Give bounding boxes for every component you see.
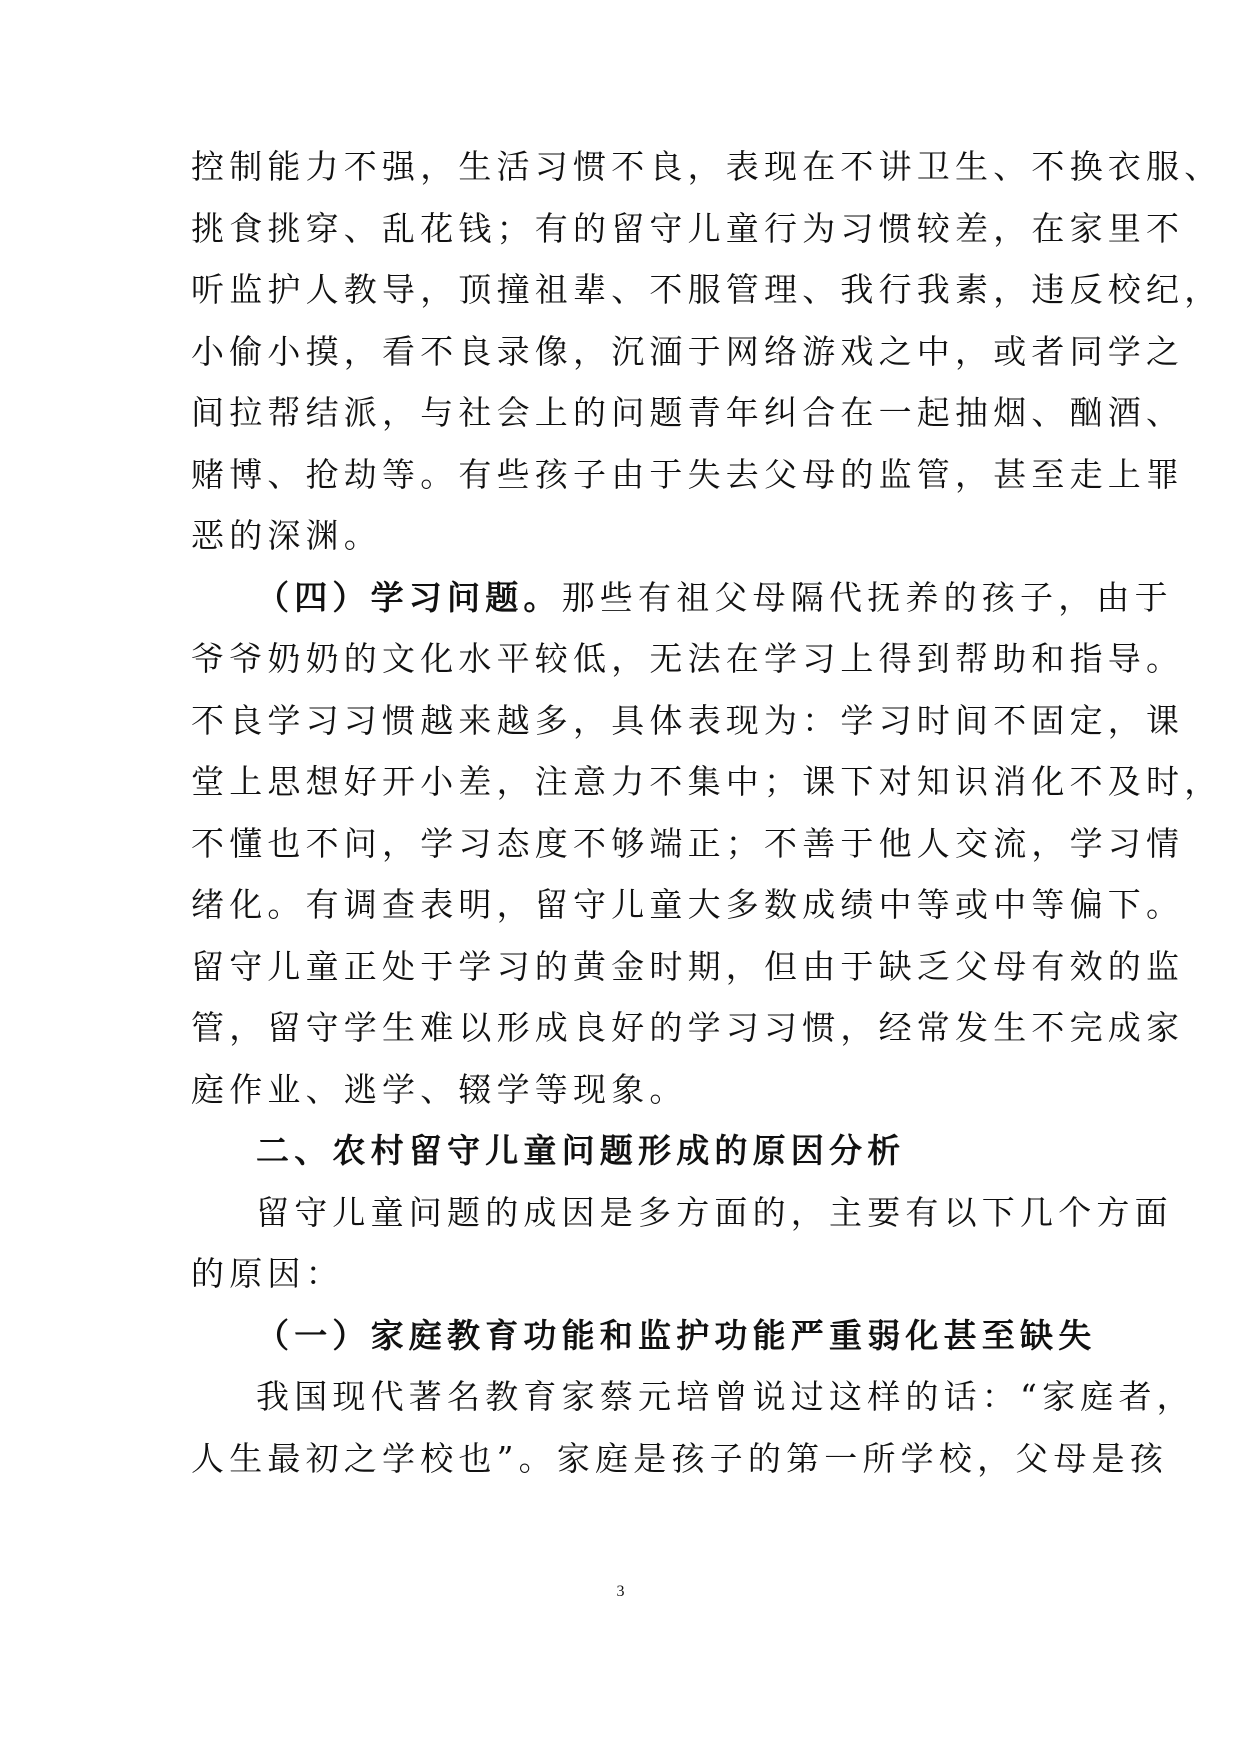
text-line: 我国现代著名教育家蔡元培曾说过这样的话：“家庭者， <box>256 1377 1195 1416</box>
text-line: 赌博、抢劫等。有些孩子由于失去父母的监管，甚至走上罪 <box>191 455 1185 494</box>
subsection-1-heading: （一）家庭教育功能和监护功能严重弱化甚至缺失 <box>256 1316 1097 1355</box>
text-line: 不懂也不问，学习态度不够端正；不善于他人交流，学习情 <box>191 824 1185 863</box>
text-line: 挑食挑穿、乱花钱；有的留守儿童行为习惯较差，在家里不 <box>191 209 1185 248</box>
section-4-lead: 那些有祖父母隔代抚养的孩子，由于 <box>561 578 1173 617</box>
page-number: 3 <box>616 1583 625 1600</box>
section-4-first-line <box>256 568 1173 628</box>
text-line: 恶的深渊。 <box>191 516 382 555</box>
part-2-heading: 二、农村留守儿童问题形成的原因分析 <box>256 1131 906 1170</box>
part-2-intro-line: 的原因： <box>191 1254 344 1293</box>
text-line: 管，留守学生难以形成良好的学习习惯，经常发生不完成家 <box>191 1008 1185 1047</box>
text-line: 小偷小摸，看不良录像，沉湎于网络游戏之中，或者同学之 <box>191 332 1185 371</box>
text-line: 留守儿童正处于学习的黄金时期，但由于缺乏父母有效的监 <box>191 947 1185 986</box>
text-line: 爷爷奶奶的文化水平较低，无法在学习上得到帮助和指导。 <box>191 639 1185 678</box>
section-4-heading: （四）学习问题。 <box>256 578 562 617</box>
text-line: 不良学习习惯越来越多，具体表现为：学习时间不固定，课 <box>191 701 1185 740</box>
text-line: 庭作业、逃学、辍学等现象。 <box>191 1070 688 1109</box>
text-line: 人生最初之学校也”。家庭是孩子的第一所学校，父母是孩 <box>191 1439 1169 1478</box>
text-line: 堂上思想好开小差，注意力不集中；课下对知识消化不及时， <box>191 762 1223 801</box>
text-line: 间拉帮结派，与社会上的问题青年纠合在一起抽烟、酗酒、 <box>191 393 1185 432</box>
part-2-intro-line: 留守儿童问题的成因是多方面的，主要有以下几个方面 <box>256 1193 1173 1232</box>
text-line: 控制能力不强，生活习惯不良，表现在不讲卫生、不换衣服、 <box>191 147 1223 186</box>
text-line: 听监护人教导，顶撞祖辈、不服管理、我行我素，违反校纪， <box>191 270 1223 309</box>
text-line: 绪化。有调查表明，留守儿童大多数成绩中等或中等偏下。 <box>191 885 1185 924</box>
